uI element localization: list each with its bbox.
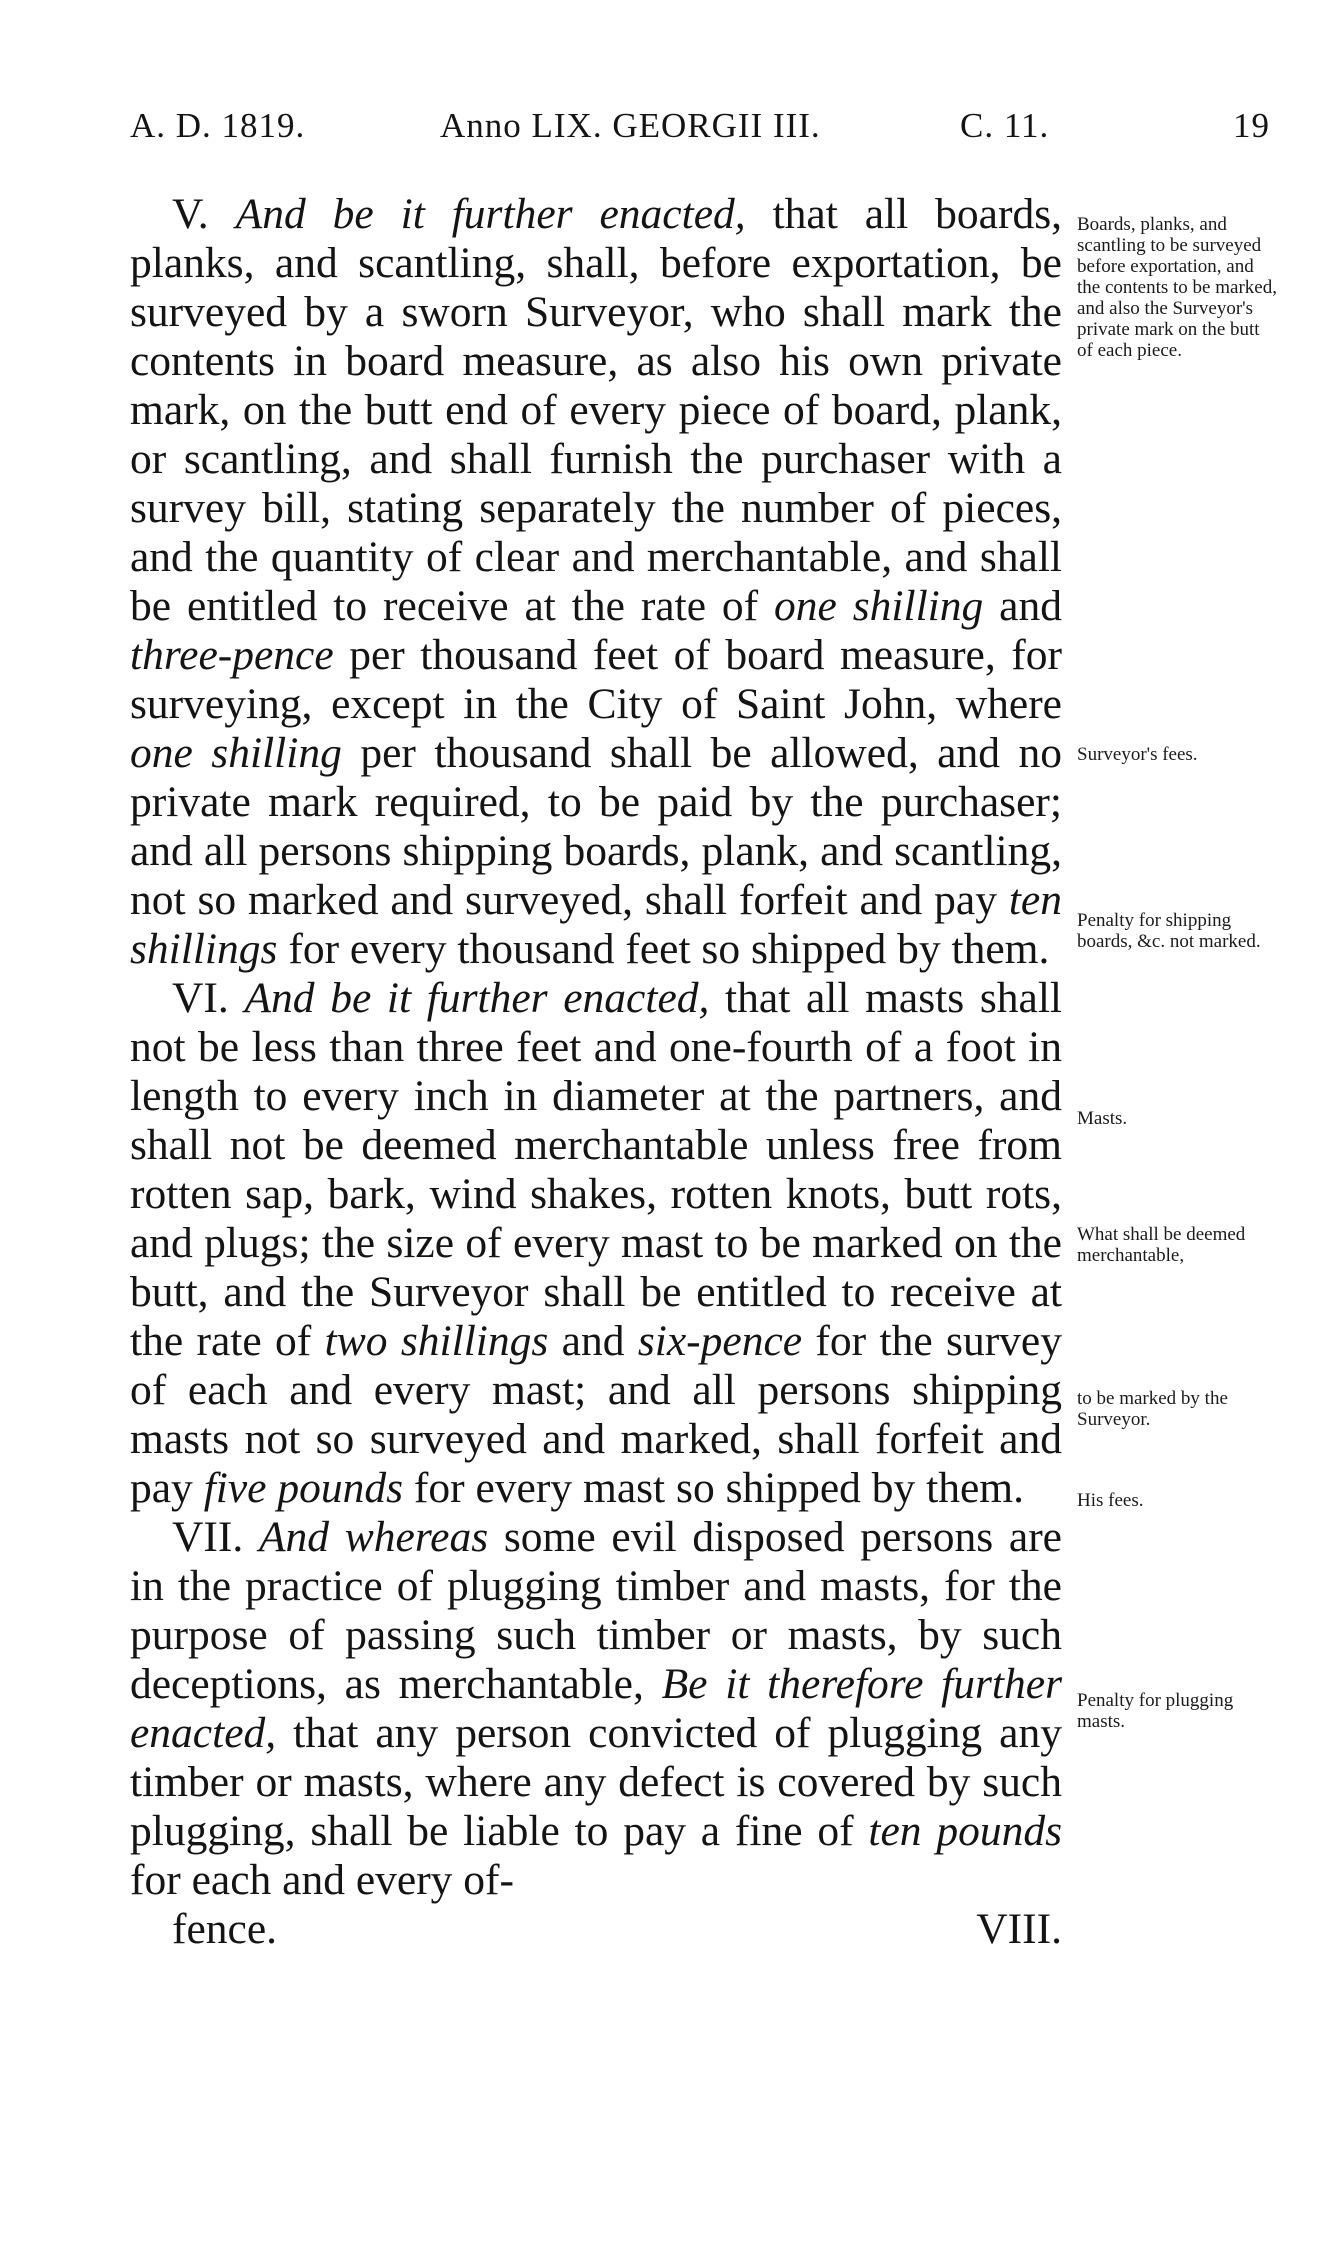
fee-amount: one shilling: [774, 582, 984, 630]
section-vi: [130, 974, 1062, 1513]
penalty-amount: ten pounds: [868, 1807, 1062, 1855]
margin-note-masts: Masts.: [1077, 1108, 1128, 1129]
margin-note-marked: to be marked by the Surveyor.: [1077, 1388, 1228, 1430]
section-text: some evil disposed persons are in the practice of plugging timber and masts, for the purpose of passing such timber or masts, by such deceptions, as merchantable,: [130, 1513, 1062, 1708]
section-text: and: [548, 1317, 638, 1365]
enacting-clause: And be it further enacted,: [244, 974, 710, 1022]
section-text: that any person convicted of plugging any timber or masts, where any defect is covered by such plugging, shall be liable to pay a fine of: [130, 1709, 1062, 1855]
preamble-clause: And whereas: [258, 1513, 489, 1561]
fee-amount: six-pence: [637, 1317, 803, 1365]
fee-amount: three-pence: [130, 631, 334, 679]
enacting-clause: Be it therefore further enacted,: [130, 1660, 1062, 1757]
section-text: and: [983, 582, 1062, 630]
section-text: fence.: [172, 1905, 278, 1953]
running-header: [130, 106, 1270, 156]
catchword: VIII.: [976, 1905, 1062, 1953]
header-title: Anno LIX. GEORGII III.: [440, 106, 821, 145]
fee-amount: one shilling: [130, 729, 342, 777]
margin-note-merchantable: What shall be deemed merchantable,: [1077, 1224, 1246, 1266]
section-text: per thousand shall be allowed, and no private mark required, to be paid by the purchaser; and all persons shipping boards, plank, and scantling, not so marked and surveyed, shall forfeit and pay: [130, 729, 1062, 924]
section-text: for each and every of-: [130, 1856, 515, 1904]
margin-note-his-fees: His fees.: [1077, 1490, 1144, 1511]
last-line: [130, 1905, 1062, 1954]
header-year: A. D. 1819.: [130, 106, 306, 145]
margin-note-surveyor-fees: Surveyor's fees.: [1077, 744, 1198, 765]
section-text: for every thousand feet so shipped by them.: [277, 925, 1050, 973]
fee-amount: two shillings: [324, 1317, 549, 1365]
section-text: for every mast so shipped by them.: [403, 1464, 1024, 1512]
penalty-amount: ten shillings: [130, 876, 1062, 973]
margin-note-penalty-shipping: Penalty for shipping boards, &c. not marked.: [1077, 910, 1261, 952]
section-text: for the survey of each and every mast; and all persons shipping masts not so surveyed and marked, shall forfeit and pay: [130, 1317, 1062, 1512]
section-number: VI.: [172, 974, 245, 1022]
header-chapter: C. 11.: [960, 106, 1050, 145]
enacting-clause: And be it further enacted,: [235, 190, 746, 238]
section-number: VII.: [172, 1513, 259, 1561]
body-text: [130, 190, 1062, 1954]
section-text: that all masts shall not be less than three feet and one-fourth of a foot in length to every inch in diameter at the partners, and shall not be deemed merchantable unless free from rotten sap, bark, wind shakes, rotten knots, butt rots, and plugs; the size of every mast to be marked on the butt, and the Surveyor shall be entitled to receive at the rate of: [130, 974, 1063, 1365]
section-vii: [130, 1513, 1062, 1905]
penalty-amount: five pounds: [203, 1464, 404, 1512]
section-v: [130, 190, 1062, 974]
page-number: 19: [1233, 106, 1270, 145]
section-text: that all boards, planks, and scantling, shall, before exportation, be surveyed by a sworn Surveyor, who shall mark the contents in board measure, as also his own private mark, on the butt end of every piece of board, plank, or scantling, and shall furnish the purchaser with a survey bill, stating separately the number of pieces, and the quantity of clear and merchantable, and shall be entitled to receive at the rate of: [130, 190, 1062, 630]
section-number: V.: [172, 190, 236, 238]
margin-note-plugging: Penalty for plugging masts.: [1077, 1690, 1234, 1732]
section-text: per thousand feet of board measure, for surveying, except in the City of Saint John, where: [130, 631, 1062, 728]
margin-note-boards: Boards, planks, and scantling to be surveyed before exportation, and the contents to be marked, and also the Surveyor's private mark on the butt of each piece.: [1077, 214, 1277, 361]
